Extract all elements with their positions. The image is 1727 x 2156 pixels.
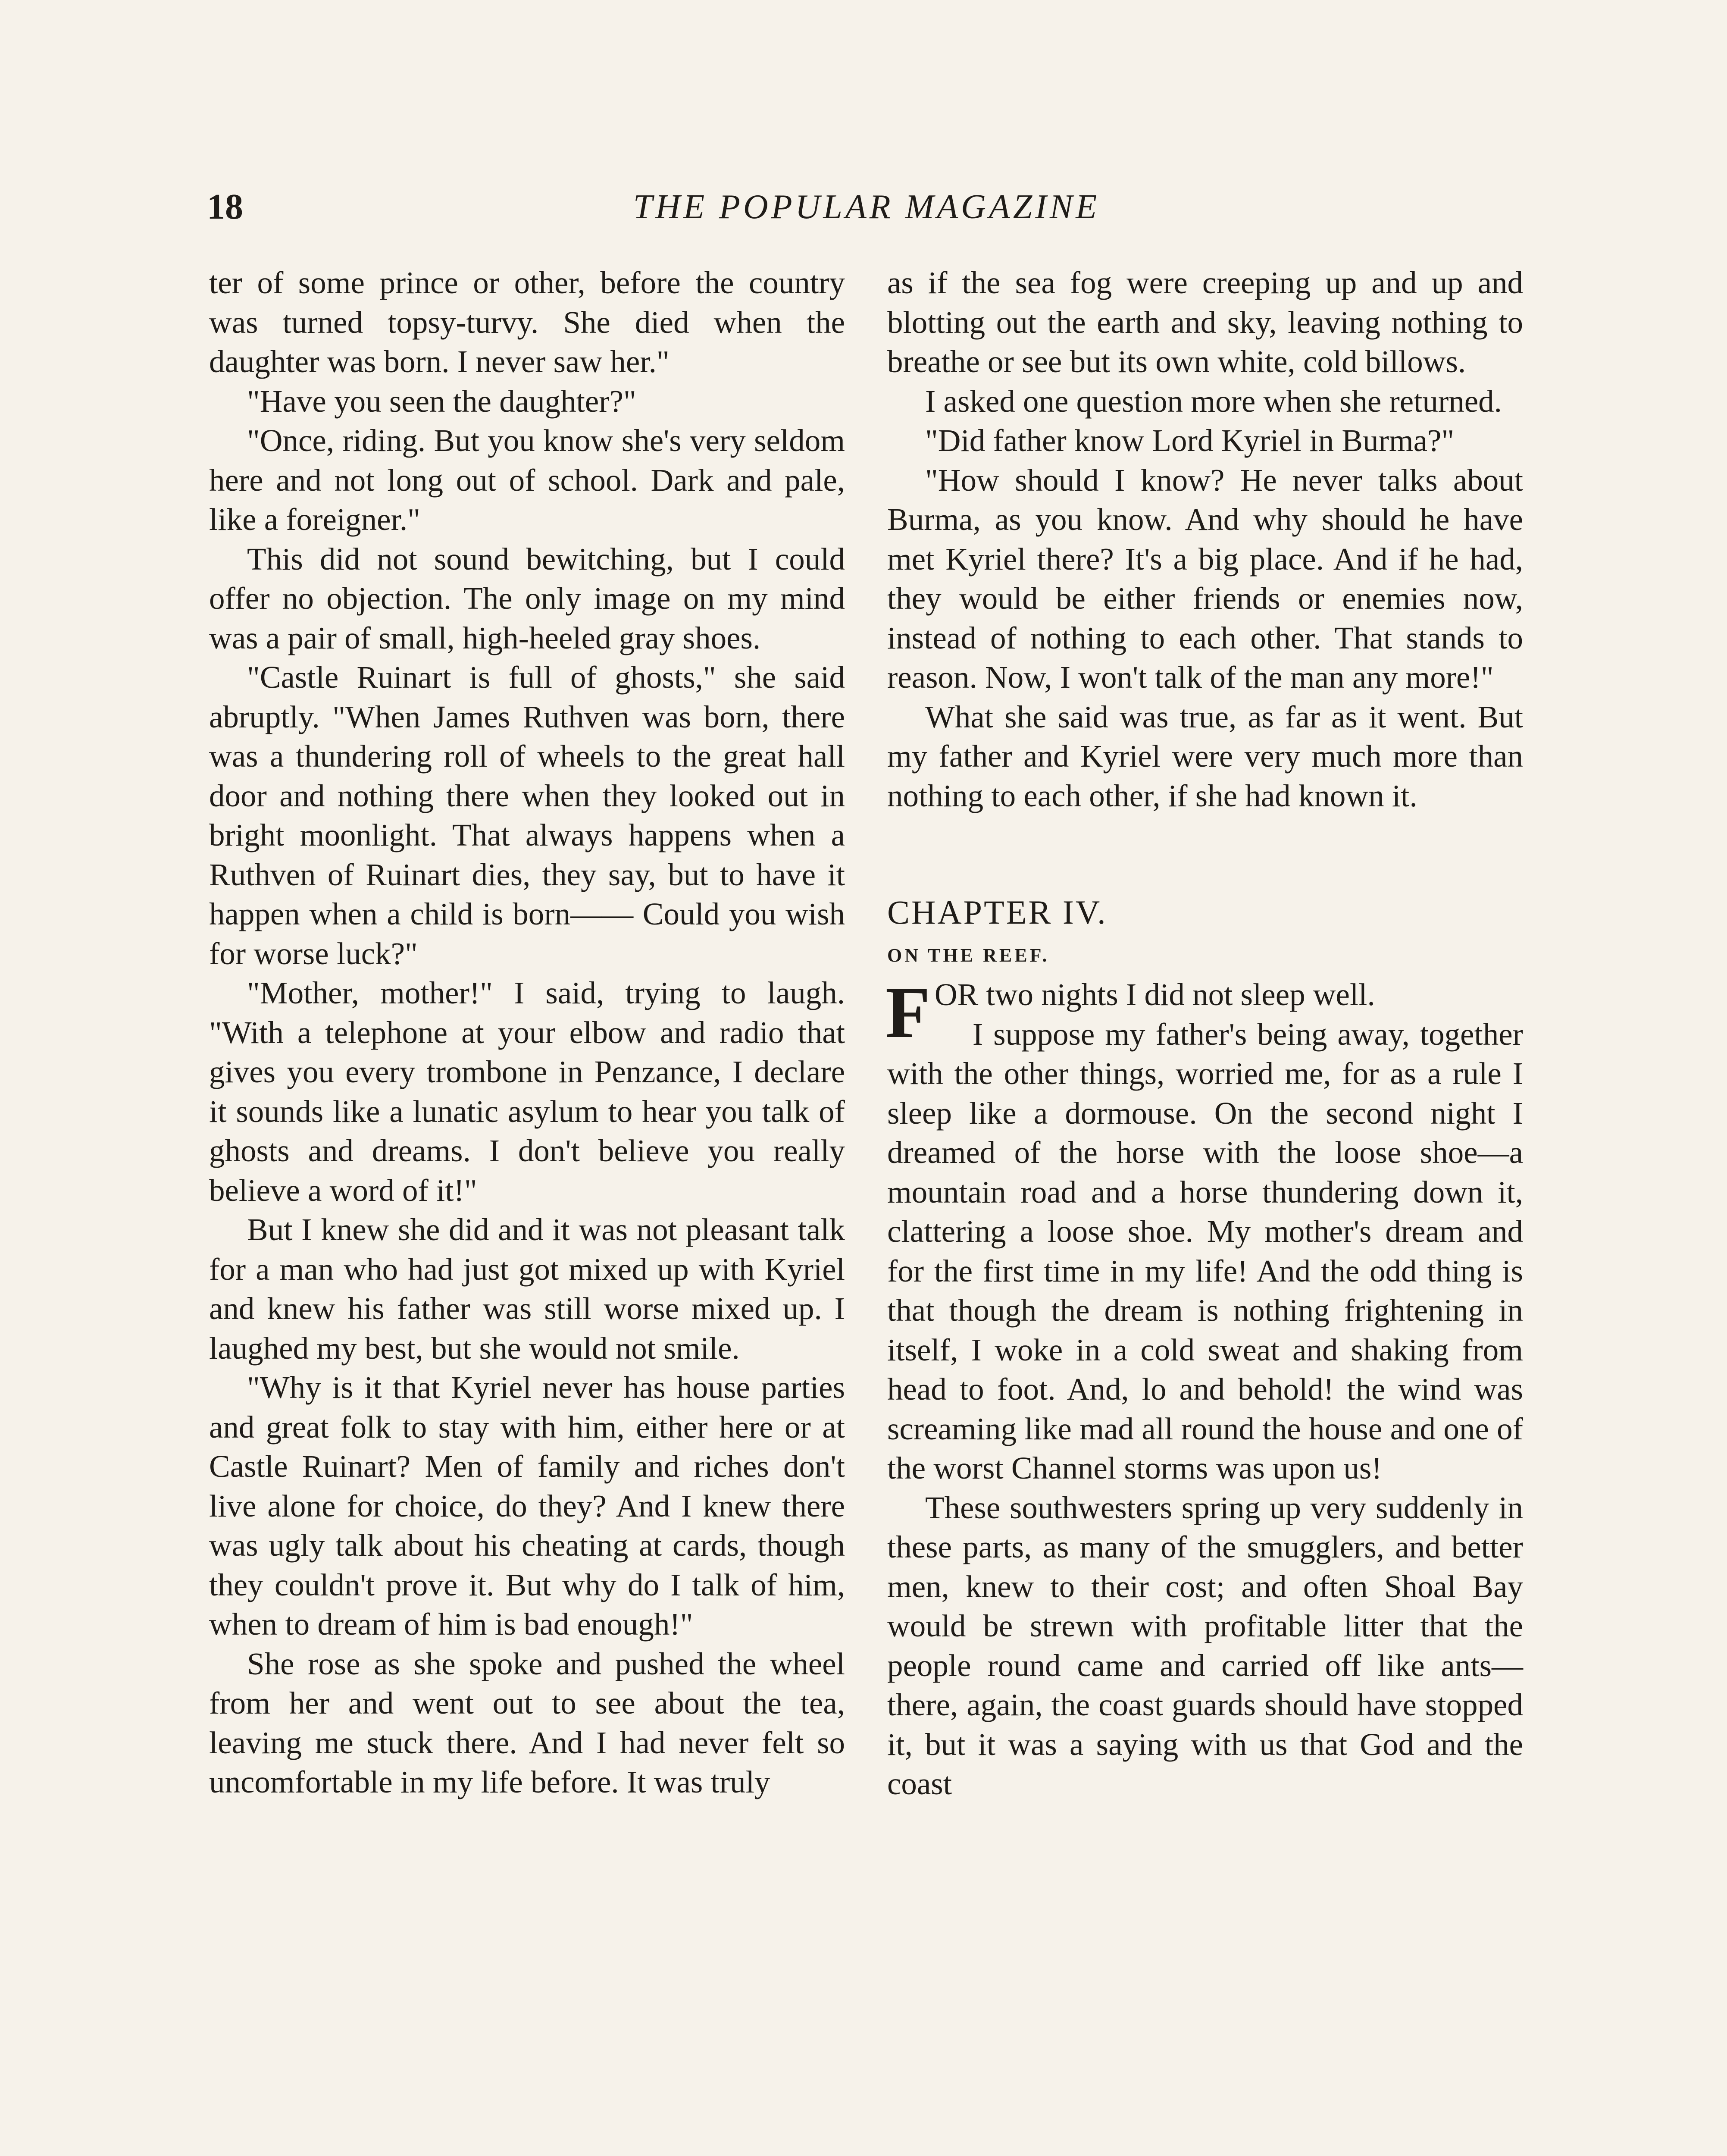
running-head: THE POPULAR MAGAZINE: [633, 188, 1100, 226]
paragraph: "Once, riding. But you know she's very seldom here and not long out of school. Dark and pale, like a foreigner.": [209, 423, 845, 537]
paragraph: I suppose my father's being away, together with the other things, worried me, for as a rule I sleep like a dormouse. On the second night I dreamed of the horse with the loose shoe—a mountain road and a horse thundering down it, clattering a loose shoe. My mother's dream and for the first time in my life! And the odd thing is that though the dream is nothing frightening in itself, I woke in a cold sweat and shaking from head to foot. And, lo and behold! the wind was screaming like mad all round the house and one of the worst Channel storms was upon us!: [887, 1016, 1523, 1485]
paragraph: These southwesters spring up very suddenly in these parts, as many of the smugglers, and better men, knew to their cost; and often Shoal Bay would be strewn with profitable litter that the people round came and carried off like ants—there, again, the coast guards should have stopped it, but it was a saying with us that God and the coast: [887, 1490, 1523, 1801]
paragraph: "Why is it that Kyriel never has house parties and great folk to stay with him, either here or at Castle Ruinart? Men of family and riches don't live alone for choice, do they? And I knew there was ugly talk about his cheating at cards, though they couldn't prove it. But why do I talk of him, when to dream of him is bad enough!": [209, 1370, 845, 1642]
paragraph: "Have you seen the daughter?": [247, 383, 636, 419]
chapter-subtitle: ON THE REEF.: [887, 945, 1050, 966]
page-header: [207, 183, 1526, 231]
paragraph: "Castle Ruinart is full of ghosts," she said abruptly. "When James Ruthven was born, there was a thundering roll of wheels to the great hall door and nothing there when they looked out in bright moonlight. That always happens when a Ruthven of Ruinart dies, they say, but to have it happen when a child is born—— Could you wish for worse luck?": [209, 660, 845, 971]
chapter-heading: [887, 889, 1523, 975]
right-column-paragraphs: [887, 263, 1523, 815]
right-text-column: [887, 263, 1523, 1804]
paragraph: This did not sound bewitching, but I could offer no objection. The only image on my mind was a pair of small, high-heeled gray shoes.: [209, 541, 845, 655]
paragraph: What she said was true, as far as it went. But my father and Kyriel were very much more than nothing to each other, if she had known it.: [887, 699, 1523, 813]
chapter-first-paragraph: [885, 972, 1523, 1053]
paragraph: "Did father know Lord Kyriel in Burma?": [925, 423, 1455, 458]
chapter-first-line: OR two nights I did not sleep well.: [934, 977, 1375, 1012]
chapter-paragraphs: [887, 1015, 1523, 1804]
paragraph: I asked one question more when she returned.: [925, 383, 1502, 419]
paragraph: But I knew she did and it was not pleasant talk for a man who had just got mixed up with Kyriel and knew his father was still worse mixed up. I laughed my best, but she would not smile.: [209, 1212, 845, 1366]
chapter-title: CHAPTER IV.: [887, 893, 1108, 931]
left-text-column: [209, 263, 845, 1802]
paragraph: "How should I know? He never talks about Burma, as you know. And why should he have met Kyriel there? It's a big place. And if he had, they would be either friends or enemies now, instead of nothing to each other. That stands to reason. Now, I won't talk of the man any more!": [887, 462, 1523, 695]
page-number: 18: [207, 187, 243, 227]
paragraph: She rose as she spoke and pushed the wheel from her and went out to see about the tea, leaving me stuck there. And I had never felt so uncomfortable in my life before. It was truly: [209, 1646, 845, 1799]
paragraph: ter of some prince or other, before the country was turned topsy-turvy. She died when the daughter was born. I never saw her.": [209, 265, 845, 379]
paragraph: as if the sea fog were creeping up and up and blotting out the earth and sky, leaving nothing to breathe or see but its own white, cold billows.: [887, 265, 1523, 379]
paragraph: "Mother, mother!" I said, trying to laugh. "With a telephone at your elbow and radio that gives you every trombone in Penzance, I declare it sounds like a lunatic asylum to hear you talk of ghosts and dreams. I don't believe you really believe a word of it!": [209, 975, 845, 1208]
drop-cap: F: [885, 972, 930, 1053]
